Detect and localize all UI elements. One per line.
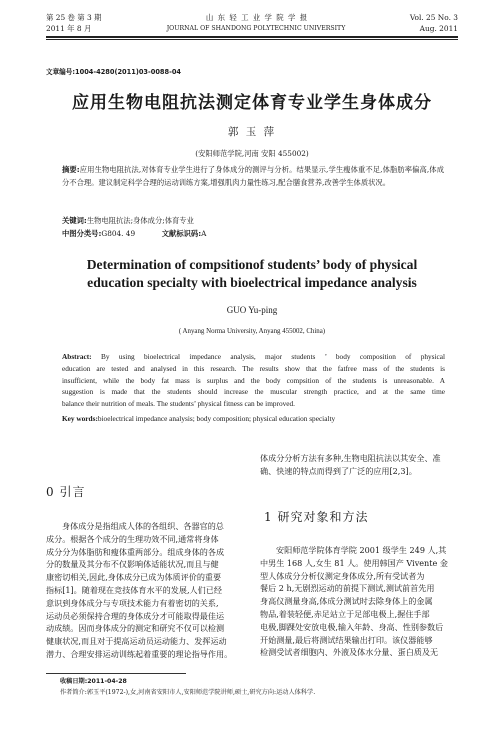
keywords-cn bbox=[62, 216, 194, 226]
keywords-en-text: bioelectrical impedance analysis; body composition; physical education specialty bbox=[97, 414, 336, 423]
author-bio: 作者简介:郭玉平(1972-),女,河南省安阳市人,安阳师范学院讲师,硕士,研究方向:运动人体科学. bbox=[60, 689, 316, 696]
issue-date: 2011 年 8 月 bbox=[46, 24, 92, 33]
intro-line: 康密切相关,因此,身体成分已成为体质评价的重要 bbox=[46, 572, 222, 583]
keywords-en-label: Key words: bbox=[62, 414, 98, 423]
keywords-cn-text: 生物电阻抗法;身体成分;体育专业 bbox=[86, 216, 194, 225]
intro-line: 指标[1]。随着现在竞技体育水平的发展,人们已经 bbox=[46, 584, 222, 595]
header-rule bbox=[46, 36, 458, 38]
issue-date-en: Aug. 2011 bbox=[419, 24, 458, 33]
section-heading-methods: 1 研究对象和方法 bbox=[264, 510, 369, 524]
methods-line: 身高仪测量身高,体成分测试时去除身体上的金属 bbox=[260, 596, 433, 607]
right-intro-paragraph bbox=[260, 452, 466, 478]
intro-line: 意识到身体成分与专项技术能力有着密切的关系, bbox=[46, 597, 219, 608]
author-en: GUO Yu-ping bbox=[226, 305, 278, 315]
abstract-en-line: By using bioelectrical impedance analysis, major students ’ body composition of physical bbox=[100, 352, 446, 361]
paper-title-en-line1: Determination of compsitionof students’ body of physical bbox=[86, 257, 418, 272]
article-number: 文章编号:1004-4280(2011)03-0088-04 bbox=[46, 68, 182, 76]
doc-code-label: 文献标识码: bbox=[161, 229, 202, 238]
journal-title-en: JOURNAL OF SHANDONG POLYTECHNIC UNIVERSITY bbox=[166, 25, 346, 32]
author-cn: 郭 玉 萍 bbox=[227, 126, 277, 138]
abstract-cn-text: 应用生物电阻抗法,对体育专业学生进行了身体成分的测评与分析。结果显示,学生瘦体重不足,体脂肪率偏高,体成分不合理。建议制定科学合理的运动训练方案,增强肌肉力量性练习,配合膳食营养,改善学生体质状况。 bbox=[62, 165, 444, 187]
clc-label: 中图分类号: bbox=[62, 229, 102, 238]
methods-line: 检测受试者细胞内、外液及体水分量、蛋白质及无 bbox=[260, 647, 439, 658]
methods-paragraph bbox=[260, 544, 466, 659]
classification-cn bbox=[62, 229, 206, 239]
abstract-cn bbox=[62, 164, 444, 189]
keywords-en bbox=[62, 414, 452, 423]
methods-line: 安阳师范学院体育学院 2001 级学生 249 人,其 bbox=[276, 545, 447, 555]
paper-title-cn: 应用生物电阻抗法测定体育专业学生身体成分 bbox=[72, 93, 432, 113]
section-heading-intro: 0 引言 bbox=[46, 485, 86, 499]
abstract-en bbox=[62, 351, 445, 410]
doc-code-value: A bbox=[201, 229, 207, 238]
methods-line: 开始测量,最后将测试结果输出打印。该仪器能够 bbox=[260, 634, 433, 645]
footnote-rule bbox=[46, 673, 186, 674]
volume-issue: 第 25 卷 第 3 期 bbox=[46, 13, 102, 22]
methods-line: 型人体成分分析仪测定身体成分,所有受试者为 bbox=[260, 570, 425, 581]
abstract-en-line: suggestion is made that the students should increase the muscular strength practice, and at the same time bbox=[62, 387, 445, 397]
abstract-en-line: balance their nutrition of meals. The students’ physical fitness can be improved. bbox=[62, 399, 295, 409]
clc-value: G804. 49 bbox=[101, 229, 136, 238]
intro-line: 动成绩。因而身体成分的测定和研究不仅可以检测 bbox=[46, 623, 225, 634]
intro-line: 成分。根据各个成分的生理功效不同,通常将身体 bbox=[46, 533, 219, 544]
methods-line: 电极,脚踝处安放电极,输入年龄、身高、性别参数后 bbox=[260, 621, 444, 632]
intro-line: 运动员必须保持合理的身体成分才可能取得最佳运 bbox=[46, 610, 225, 621]
methods-line: 中男生 168 人,女生 81 人。使用韩国产 Vivente 金 bbox=[260, 557, 448, 568]
methods-line: 物品,着装轻便,赤足站立于足部电极上,握住手部 bbox=[260, 608, 430, 619]
abstract-en-line: education are tested and analysed in this research. The results show that the fatfree mass of the students is bbox=[62, 363, 445, 373]
right-intro-line: 体成分分析方法有多种,生物电阻抗法以其安全、准 bbox=[260, 453, 441, 463]
paper-title-en bbox=[46, 256, 458, 292]
intro-line: 身体成分是指组成人体的各组织、各器官的总 bbox=[62, 521, 224, 531]
journal-title-cn: 山 东 轻 工 业 学 院 学 报 bbox=[205, 13, 309, 22]
abstract-en-label: Abstract: bbox=[62, 352, 92, 361]
volume-issue-en: Vol. 25 No. 3 bbox=[409, 13, 458, 22]
intro-line: 潜力、合理安排运动训练起着重要的理论指导作用。 bbox=[46, 648, 233, 659]
intro-line: 成分分为体脂肪和瘦体重两部分。组成身体的各成 bbox=[46, 546, 225, 557]
affiliation-cn: (安阳师范学院,河南 安阳 455002) bbox=[195, 149, 309, 158]
abstract-cn-label: 摘要: bbox=[62, 165, 80, 174]
intro-line: 健康状况,而且对于提高运动员运动能力、发挥运动 bbox=[46, 636, 227, 647]
intro-paragraph bbox=[46, 520, 250, 661]
keywords-cn-label: 关键词: bbox=[62, 216, 87, 225]
methods-line: 餐后 2 h,无剧烈运动的前提下测试,测试前首先用 bbox=[260, 583, 435, 594]
header-rule-thin bbox=[46, 39, 458, 40]
received-date: 收稿日期:2011-04-28 bbox=[60, 678, 127, 685]
paper-title-en-line2: education specialty with bioelectrical impedance analysis bbox=[87, 275, 417, 290]
abstract-en-line: insufficient, while the body fat mass is surplus and the body compsition of the students is unreasonable. A bbox=[62, 375, 445, 385]
intro-line: 分的数量及其分布不仅影响体适能状况,而且与健 bbox=[46, 559, 219, 570]
right-intro-line: 确、快速的特点而得到了广泛的应用[2,3]。 bbox=[260, 465, 417, 476]
affiliation-en: ( Anyang Norma University, Anyang 455002, China) bbox=[178, 328, 326, 335]
